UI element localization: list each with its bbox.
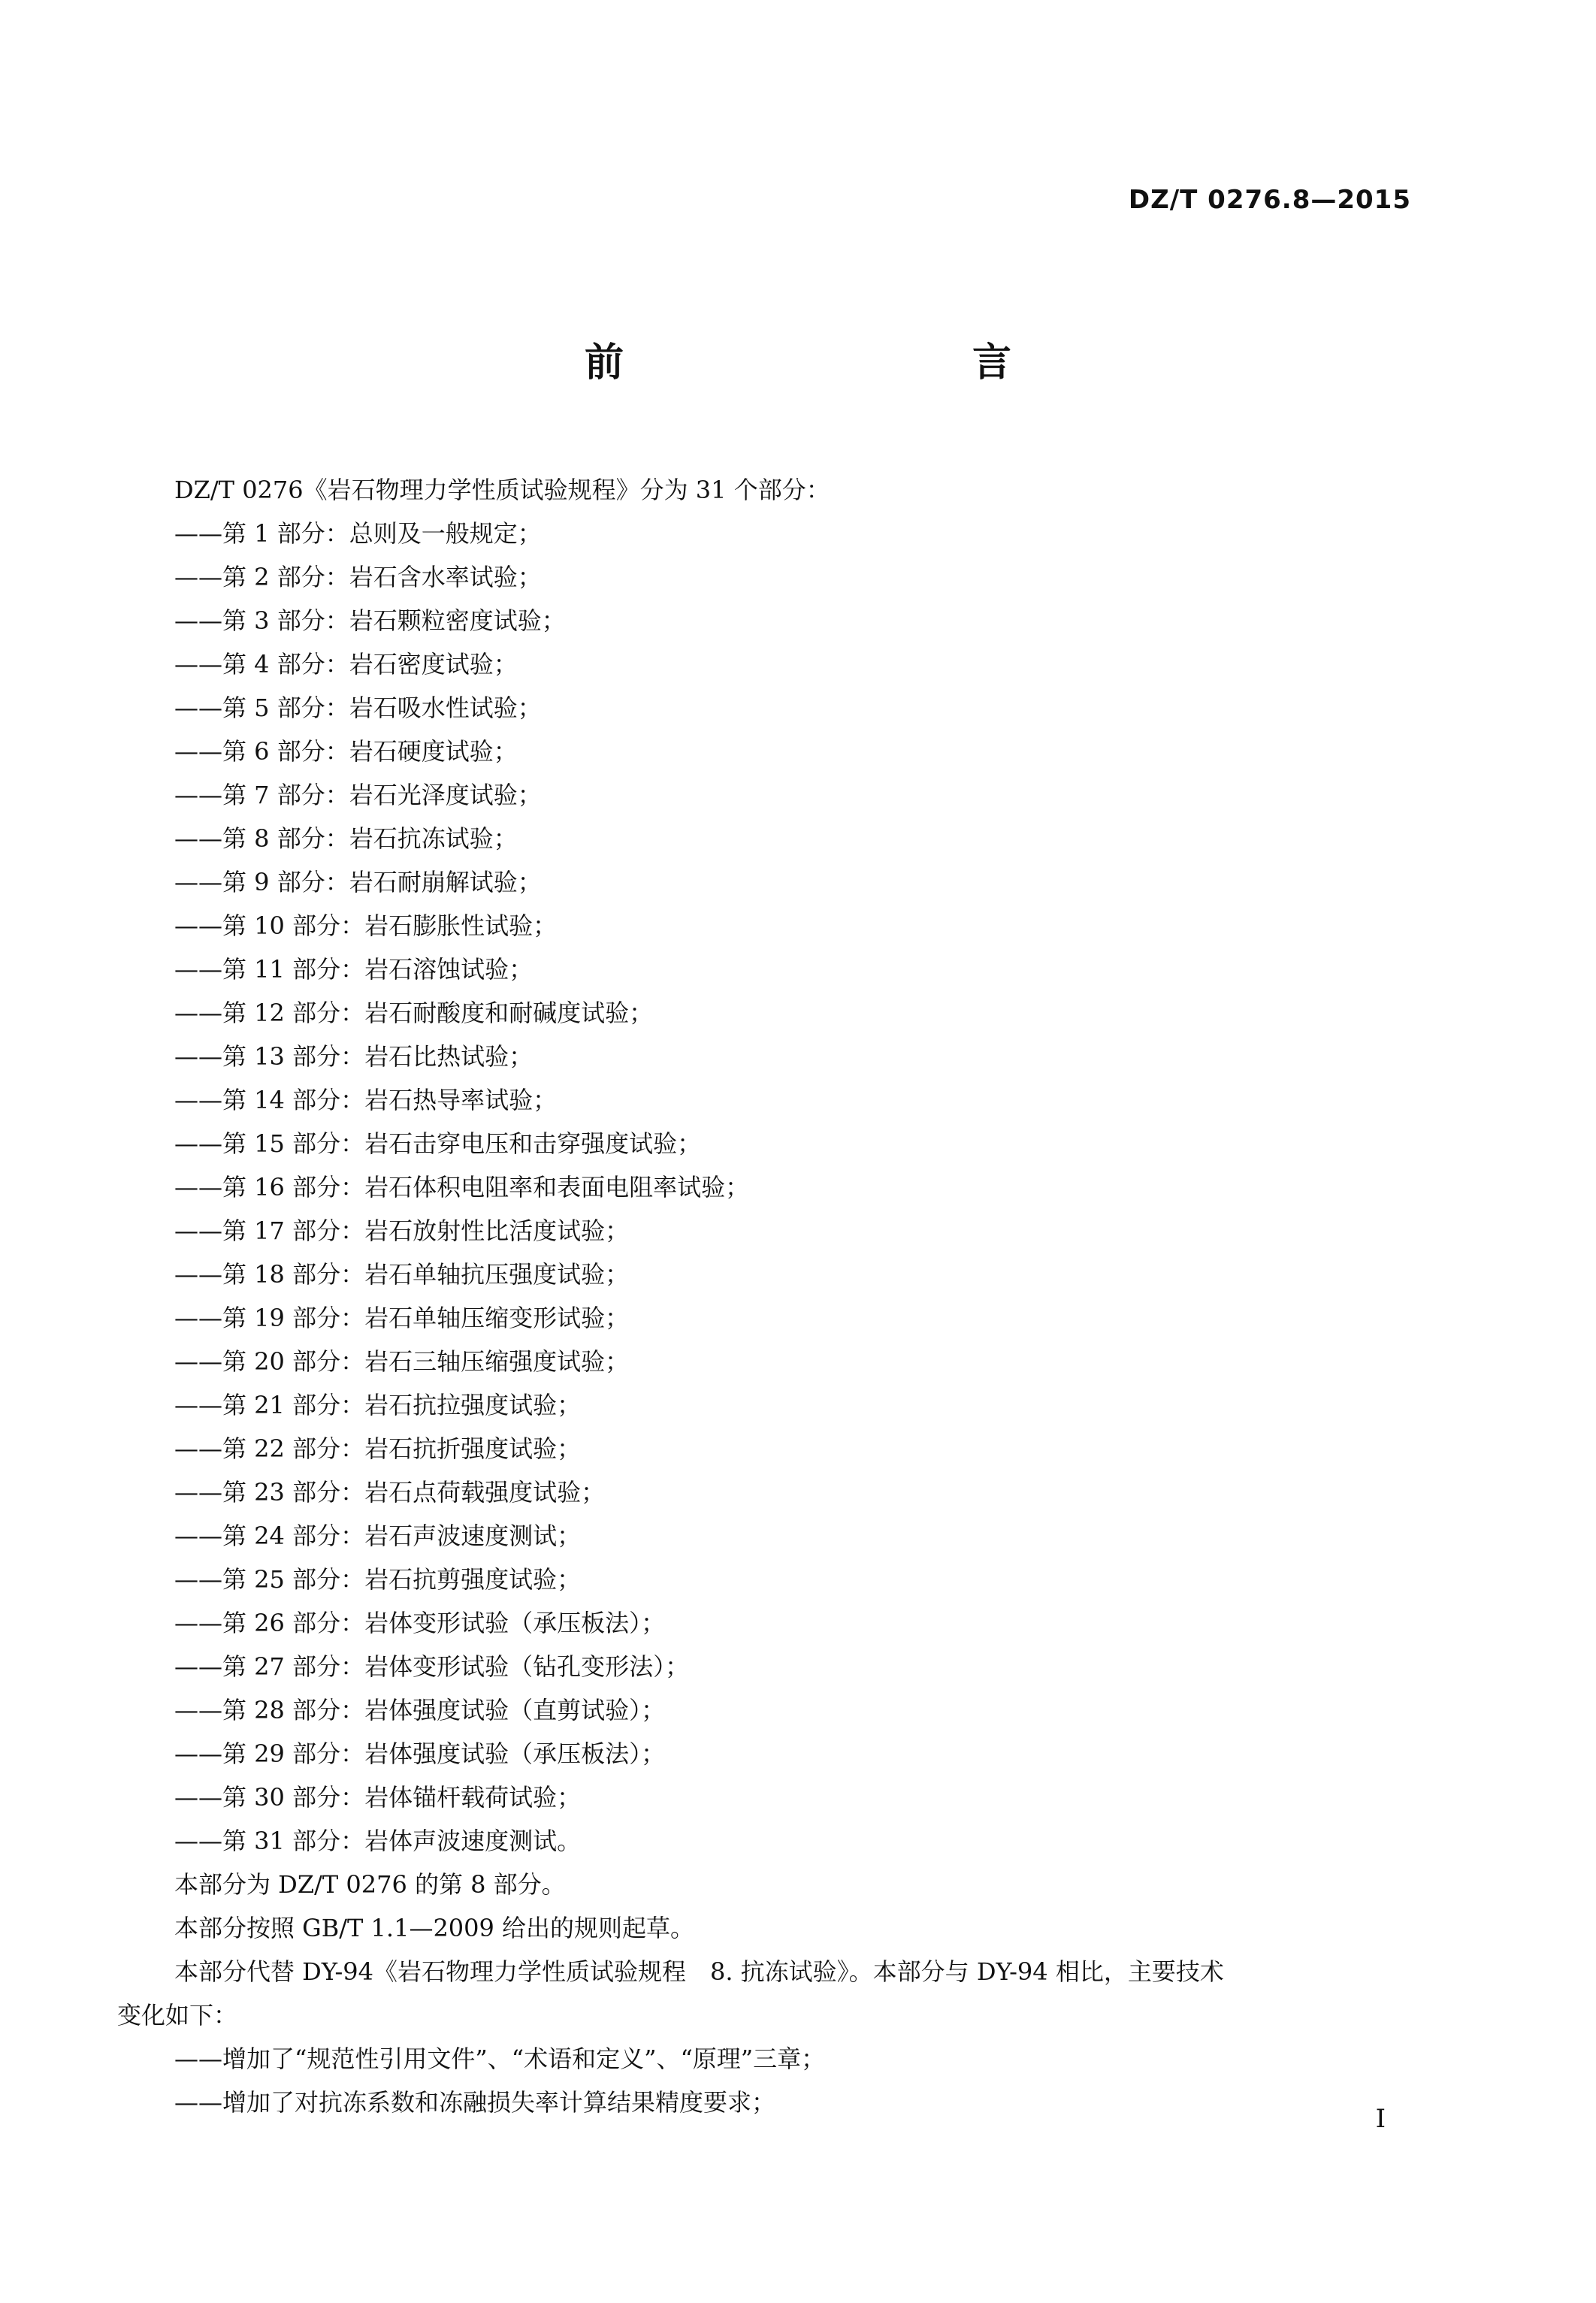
list-item: ——第 25 部分：岩石抗剪强度试验； bbox=[174, 1565, 582, 1594]
list-item: ——第 6 部分：岩石硬度试验； bbox=[174, 737, 518, 766]
list-item: ——第 26 部分：岩体变形试验（承压板法）； bbox=[174, 1609, 666, 1637]
list-item: ——第 14 部分：岩石热导率试验； bbox=[174, 1086, 558, 1114]
list-item: ——第 28 部分：岩体强度试验（直剪试验）； bbox=[174, 1696, 666, 1724]
list-item: ——第 18 部分：岩石单轴抗压强度试验； bbox=[174, 1260, 630, 1289]
statement-replace-continued: 变化如下： bbox=[117, 2001, 238, 2029]
list-item: ——第 4 部分：岩石密度试验； bbox=[174, 650, 518, 679]
statement-part: 本部分为 DZ/T 0276 的第 8 部分。 bbox=[174, 1870, 566, 1899]
list-item: ——第 13 部分：岩石比热试验； bbox=[174, 1042, 534, 1071]
list-item: ——第 9 部分：岩石耐崩解试验； bbox=[174, 868, 542, 896]
list-item: ——第 10 部分：岩石膨胀性试验； bbox=[174, 911, 558, 940]
list-item: ——第 3 部分：岩石颗粒密度试验； bbox=[174, 606, 566, 635]
list-item: ——第 20 部分：岩石三轴压缩强度试验； bbox=[174, 1347, 630, 1376]
list-item: ——第 2 部分：岩石含水率试验； bbox=[174, 563, 542, 591]
list-item: ——第 16 部分：岩石体积电阻率和表面电阻率试验； bbox=[174, 1173, 750, 1201]
changes-list bbox=[117, 2037, 1425, 2124]
statement-replace: 本部分代替 DY-94《岩石物理力学性质试验规程 8. 抗冻试验》。本部分与 DY-94 相比，主要技术 bbox=[174, 1957, 1224, 1986]
list-item: ——第 31 部分：岩体声波速度测试。 bbox=[174, 1827, 582, 1855]
intro-paragraph: DZ/T 0276《岩石物理力学性质试验规程》分为 31 个部分： bbox=[174, 476, 830, 504]
list-item: ——第 27 部分：岩体变形试验（钻孔变形法）； bbox=[174, 1652, 690, 1681]
page-number: I bbox=[1375, 2104, 1386, 2134]
list-item: ——第 5 部分：岩石吸水性试验； bbox=[174, 694, 542, 722]
list-item: ——第 29 部分：岩体强度试验（承压板法）； bbox=[174, 1739, 666, 1768]
list-item: ——增加了“规范性引用文件”、“术语和定义”、“原理”三章； bbox=[174, 2045, 826, 2073]
list-item: ——增加了对抗冻系数和冻融损失率计算结果精度要求； bbox=[174, 2088, 776, 2117]
list-item: ——第 30 部分：岩体锚杆载荷试验； bbox=[174, 1783, 582, 1812]
page-title: 前 言 bbox=[584, 340, 1102, 385]
parts-list bbox=[117, 512, 1425, 1863]
list-item: ——第 17 部分：岩石放射性比活度试验； bbox=[174, 1216, 630, 1245]
list-item: ——第 21 部分：岩石抗拉强度试验； bbox=[174, 1391, 582, 1419]
list-item: ——第 24 部分：岩石声波速度测试； bbox=[174, 1522, 582, 1550]
statement-rules: 本部分按照 GB/T 1.1—2009 给出的规则起草。 bbox=[174, 1914, 695, 1942]
list-item: ——第 23 部分：岩石点荷载强度试验； bbox=[174, 1478, 606, 1507]
list-item: ——第 15 部分：岩石击穿电压和击穿强度试验； bbox=[174, 1129, 702, 1158]
list-item: ——第 19 部分：岩石单轴压缩变形试验； bbox=[174, 1304, 630, 1332]
list-item: ——第 7 部分：岩石光泽度试验； bbox=[174, 781, 542, 809]
list-item: ——第 1 部分：总则及一般规定； bbox=[174, 519, 542, 548]
foreword-body bbox=[117, 468, 1425, 2124]
standard-code: DZ/T 0276.8—2015 bbox=[1128, 185, 1411, 215]
list-item: ——第 12 部分：岩石耐酸度和耐碱度试验； bbox=[174, 999, 654, 1027]
list-item: ——第 22 部分：岩石抗折强度试验； bbox=[174, 1434, 582, 1463]
list-item: ——第 11 部分：岩石溶蚀试验； bbox=[174, 955, 534, 984]
list-item: ——第 8 部分：岩石抗冻试验； bbox=[174, 824, 518, 853]
